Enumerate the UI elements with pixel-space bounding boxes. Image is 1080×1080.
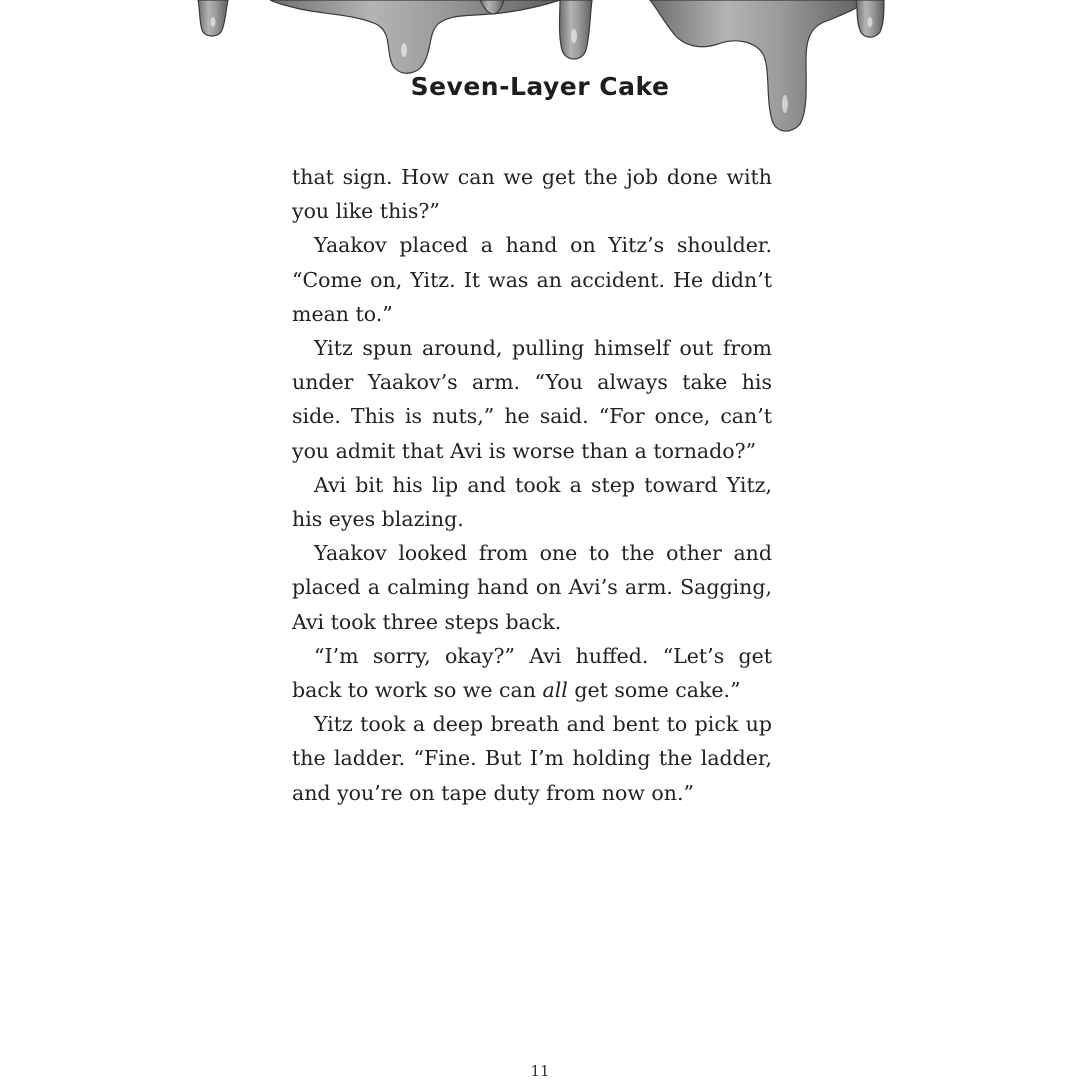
drip-shape-5 [650, 0, 868, 131]
drip-shape-2 [270, 0, 560, 73]
emphasis-text: all [542, 678, 568, 703]
icing-drips-decoration [0, 0, 1080, 140]
paragraph-text-before: “I’m sorry, okay?” Avi huffed. “Let’s get back to work so we can [292, 643, 772, 703]
running-head-title: Seven-Layer Cake [410, 72, 670, 101]
paragraph: that sign. How can we get the job done with you like this?” [292, 165, 772, 224]
page-number: 11 [530, 1062, 550, 1080]
paragraph: Yitz spun around, pulling himself out from under Yaakov’s arm. “You always take his side. This is nuts,” he said. “For once, can’t you admit that Avi is worse than a tornado?” [292, 336, 772, 463]
paragraph [292, 639, 772, 707]
paragraph: Yaakov looked from one to the other and placed a calming hand on Avi’s arm. Sagging, Avi took three steps back. [292, 541, 772, 634]
drip-shape-4 [560, 0, 593, 59]
paragraph-text-after: get some cake.” [567, 678, 741, 703]
paragraph: Avi bit his lip and took a step toward Yitz, his eyes blazing. [292, 472, 772, 532]
body-text [292, 160, 772, 810]
paragraph: Yitz took a deep breath and bent to pick up the ladder. “Fine. But I’m holding the ladder, and you’re on tape duty from now on.” [292, 712, 772, 805]
paragraph: Yaakov placed a hand on Yitz’s shoulder. “Come on, Yitz. It was an accident. He didn’t mean to.” [292, 233, 772, 326]
